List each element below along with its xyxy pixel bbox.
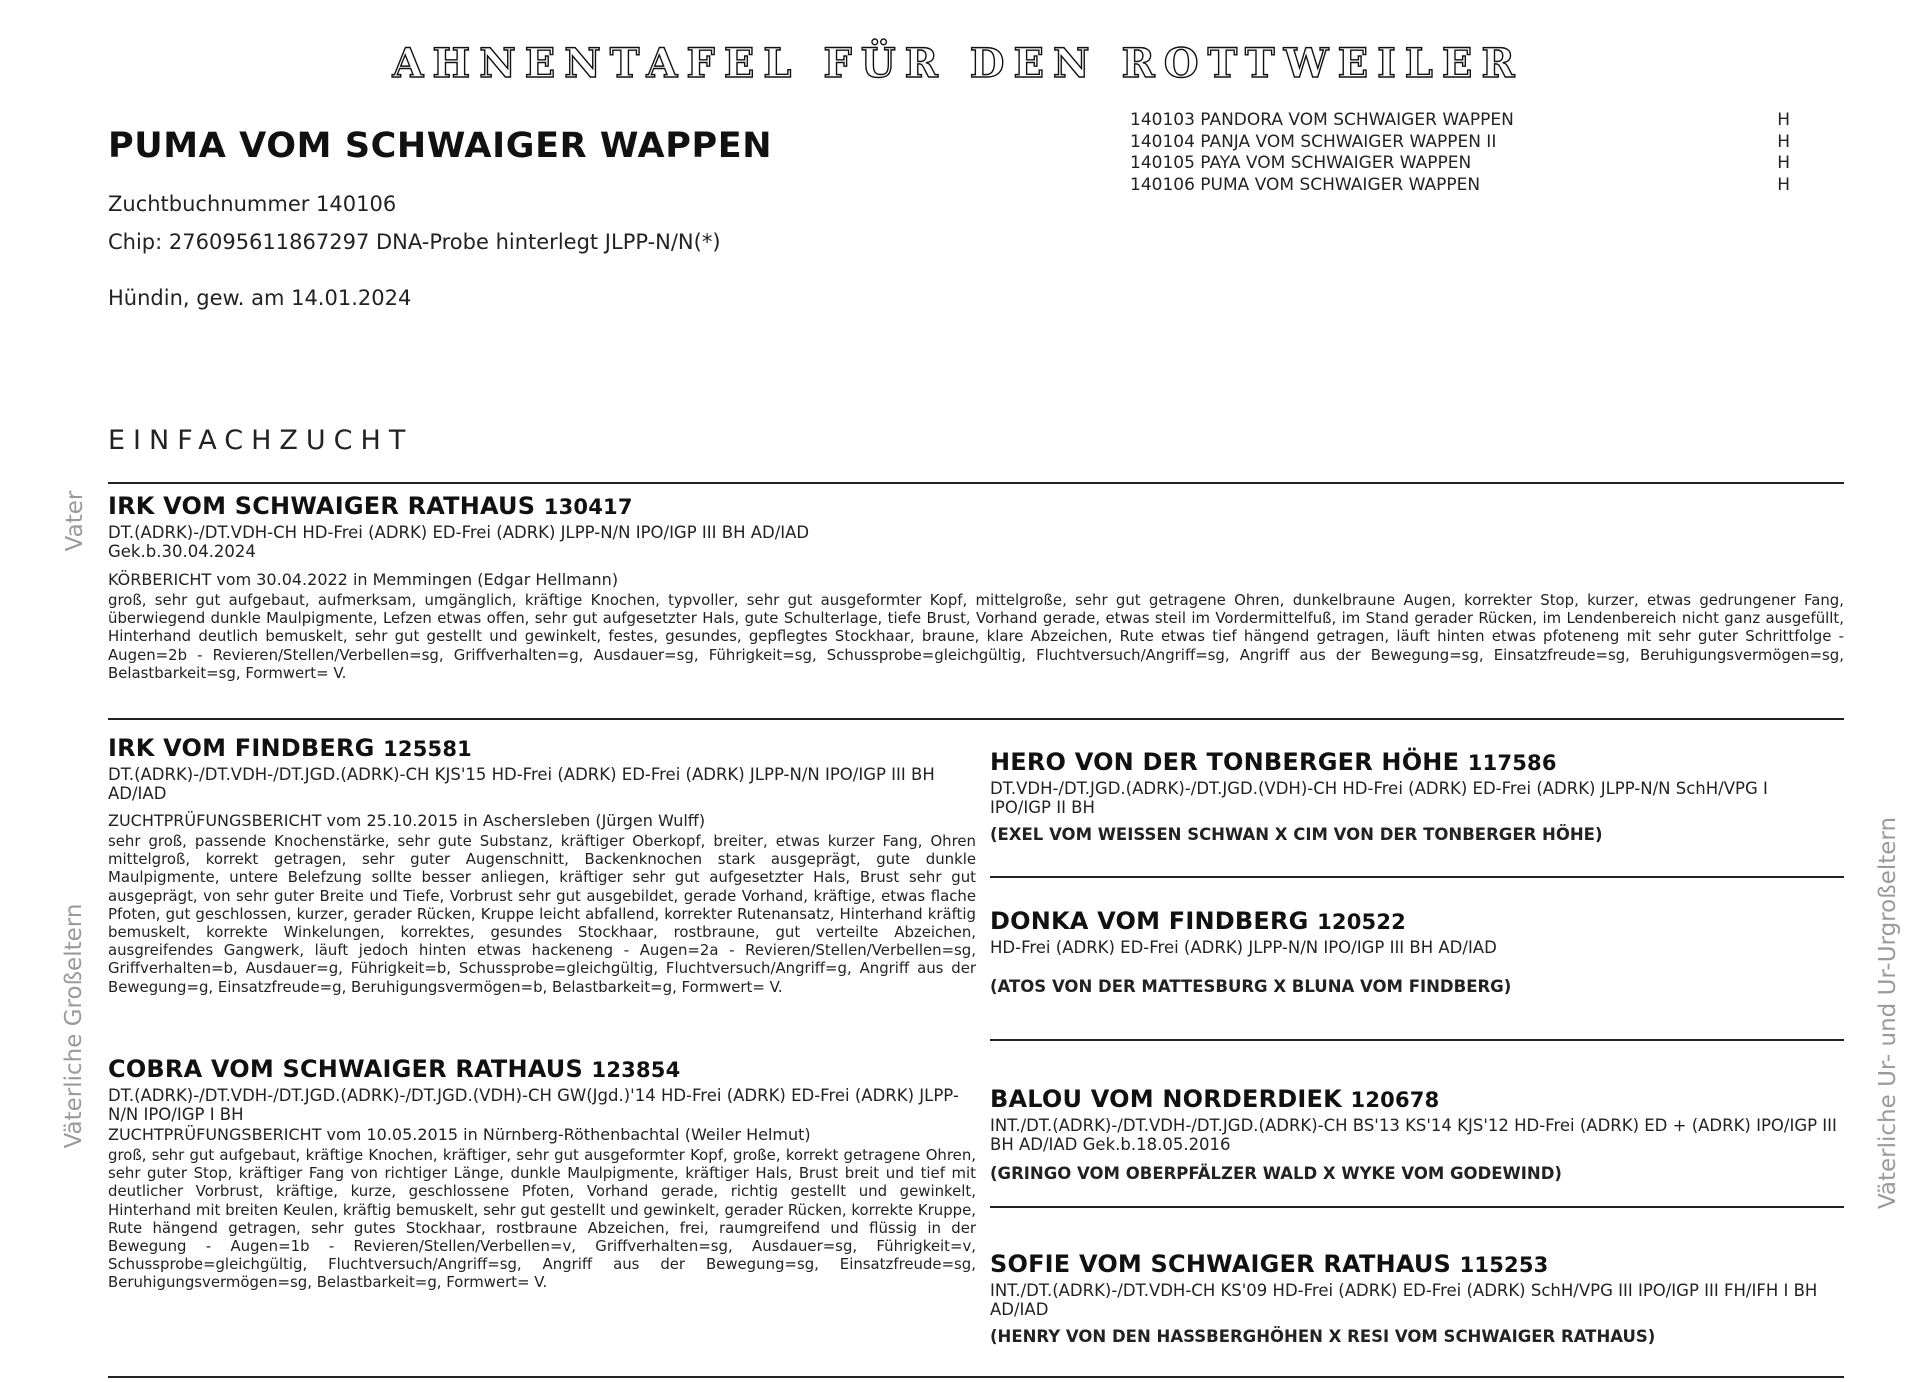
granddam-section	[108, 1055, 976, 1292]
litter-row	[1130, 110, 1790, 132]
litter-row	[1130, 132, 1790, 154]
great-grandparent-parents: (EXEL VOM WEISSEN SCHWAN X CIM VON DER TONBERGER HÖHE)	[990, 825, 1603, 844]
sire-name: IRK VOM SCHWAIGER RATHAUS	[108, 492, 536, 520]
great-grandparent-card	[990, 1085, 1844, 1183]
sire-report: groß, sehr gut aufgebaut, aufmerksam, umgänglich, kräftige Knochen, typvoller, sehr gut ausgeformter Kopf, mittelgroße, sehr gut getragene Ohren, dunkelbraune Augen, korrekter Stop, kurzer, etwas gedrungener Fang, überwiegend dunkle Maulpigmente, Lefzen etwas offen, sehr gut aufgesetzter Hals, gute Schulterlage, tiefe Brust, Vorhand gerade, etwas steil im Vordermittelfuß, im Stand gerader Rücken, im Lendenbereich nicht ganz ausgefüllt, Hinterhand deutlich bemuskelt, sehr gut gestellt und gewinkelt, festes, gesundes, gepflegtes Stockhaar, braune, klare Abzeichen, Rute etwas tief hängend getragen, läuft hinten etwas pfoteneng mit sehr guter Schrittfolge - Augen=2b - Revieren/Stellen/Verbellen=sg, Griffverhalten=g, Ausdauer=sg, Führigkeit=sg, Schussprobe=gleichgültig, Fluchtversuch/Angriff=sg, Angriff aus der Bewegung=sg, Einsatzfreude=sg, Beruhigungsvermögen=sg, Belastbarkeit=sg, Formwert= V.	[108, 591, 1844, 682]
granddam-report-heading: ZUCHTPRÜFUNGSBERICHT vom 10.05.2015 in Nürnberg-Röthenbachtal (Weiler Helmut)	[108, 1125, 811, 1144]
divider	[990, 876, 1844, 878]
granddam-name: COBRA VOM SCHWAIGER RATHAUS	[108, 1055, 583, 1083]
great-grandparent-card	[990, 1250, 1844, 1346]
dog-title	[108, 1055, 976, 1083]
litter-list	[1130, 110, 1790, 196]
granddam-titles: DT.(ADRK)-/DT.VDH-/DT.JGD.(ADRK)-/DT.JGD.(VDH)-CH GW(Jgd.)'14 HD-Frei (ADRK) ED-Frei (ADRK) JLPP-N/N IPO/IGP I BH	[108, 1086, 959, 1124]
litter-row	[1130, 153, 1790, 175]
side-label-paternal-great-grandparents: Väterliche Ur- und Ur-Urgroßeltern	[1875, 816, 1901, 1210]
litter-sex: H	[1777, 131, 1790, 152]
breeding-type: EINFACHZUCHT	[108, 425, 414, 456]
litter-row	[1130, 175, 1790, 197]
great-grandparent-name: HERO VON DER TONBERGER HÖHE	[990, 748, 1460, 776]
dog-title	[990, 1250, 1844, 1278]
litter-name: 140106 PUMA VOM SCHWAIGER WAPPEN	[1130, 174, 1481, 195]
dog-title	[990, 1085, 1844, 1113]
grandsire-reg-number: 125581	[383, 737, 472, 761]
great-grandparent-reg-number: 120678	[1350, 1088, 1440, 1112]
divider	[108, 718, 1844, 720]
great-grandparent-card	[990, 907, 1844, 996]
sire-reg-number: 130417	[543, 495, 633, 519]
sire-titles-extra: Gek.b.30.04.2024	[108, 542, 256, 561]
grandsire-section	[108, 734, 976, 996]
great-grandparent-name: DONKA VOM FINDBERG	[990, 907, 1309, 935]
litter-sex: H	[1777, 174, 1790, 195]
great-grandparent-name: BALOU VOM NORDERDIEK	[990, 1085, 1342, 1113]
great-grandparent-reg-number: 117586	[1467, 751, 1557, 775]
divider	[108, 1376, 1844, 1378]
grandsire-report-heading: ZUCHTPRÜFUNGSBERICHT vom 25.10.2015 in Aschersleben (Jürgen Wulff)	[108, 811, 706, 830]
divider	[990, 1206, 1844, 1208]
dog-title	[108, 492, 1844, 520]
great-grandparent-titles: HD-Frei (ADRK) ED-Frei (ADRK) JLPP-N/N IPO/IGP III BH AD/IAD	[990, 938, 1497, 957]
great-grandparent-reg-number: 115253	[1459, 1253, 1549, 1277]
great-grandparent-titles: INT./DT.(ADRK)-/DT.VDH-/DT.JGD.(ADRK)-CH BS'13 KS'14 KJS'12 HD-Frei (ADRK) ED + (ADRK) IPO/IGP III BH AD/IAD Gek.b.18.05.2016	[990, 1116, 1837, 1154]
side-label-sire: Vater	[62, 490, 88, 552]
divider	[108, 482, 1844, 484]
grandsire-name: IRK VOM FINDBERG	[108, 734, 375, 762]
grandsire-titles: DT.(ADRK)-/DT.VDH-/DT.JGD.(ADRK)-CH KJS'15 HD-Frei (ADRK) ED-Frei (ADRK) JLPP-N/N IPO/IGP III BH AD/IAD	[108, 765, 935, 803]
great-grandparent-reg-number: 120522	[1317, 910, 1406, 934]
great-grandparent-parents: (ATOS VON DER MATTESBURG X BLUNA VOM FINDBERG)	[990, 977, 1512, 996]
grandsire-report: sehr groß, passende Knochenstärke, sehr gute Substanz, kräftiger Oberkopf, breiter, etwas kurzer Fang, Ohren mittelgroß, korrekt getragen, sehr guter Augenschnitt, Backenknochen stark ausgeprägt, gute dunkle Maulpigmente, untere Belefzung sollte besser anliegen, kräftiger sehr gut aufgesetzter Hals, Brust sehr gut ausgeprägt, von sehr guter Breite und Tiefe, Vorbrust sehr gut ausgebildet, gerade Vorhand, kräftige, etwas flache Pfoten, gut geschlossen, kurzer, gerader Rücken, Kruppe leicht abfallend, korrekter Rutenansatz, Hinterhand kräftig bemuskelt, korrekte Winkelungen, korrektes, gesundes Stockhaar, rostbraune, gut verteilte Abzeichen, ausgreifendes Gangwerk, läuft jedoch hinten etwas hackeneng - Augen=2a - Revieren/Stellen/Verbellen=sg, Griffverhalten=b, Ausdauer=g, Führigkeit=b, Schussprobe=gleichgültig, Fluchtversuch/Angriff=g, Angriff aus der Bewegung=g, Einsatzfreude=g, Beruhigungsvermögen=b, Belastbarkeit=g, Formwert= V.	[108, 832, 976, 996]
great-grandparent-parents: (GRINGO VOM OBERPFÄLZER WALD X WYKE VOM GODEWIND)	[990, 1164, 1562, 1183]
side-label-paternal-grandparents: Väterliche Großeltern	[61, 903, 87, 1149]
studbook-number: Zuchtbuchnummer 140106	[108, 192, 397, 216]
granddam-reg-number: 123854	[591, 1058, 681, 1082]
dog-title	[990, 907, 1844, 935]
sire-report-heading: KÖRBERICHT vom 30.04.2022 in Memmingen (Edgar Hellmann)	[108, 570, 619, 589]
granddam-report: groß, sehr gut aufgebaut, kräftige Knochen, kräftiger, sehr gut ausgeformter Kopf, große, korrekt getragene Ohren, sehr guter Stop, kräftiger Fang von richtiger Länge, dunkle Maulpigmente, kräftiger Hals, Brust breit und tief mit deutlicher Vorbrust, kräftige, kurze, geschlossene Pfoten, Vorhand gerade, richtig gestellt und gewinkelt, Hinterhand mit breiten Keulen, kräftig bemuskelt, sehr gut gestellt und gewinkelt, gerader Rücken, korrekte Kruppe, Rute hängend getragen, sehr gutes Stockhaar, rostbraune Abzeichen, frei, raumgreifend und flüssig in der Bewegung - Augen=1b - Revieren/Stellen/Verbellen=v, Griffverhalten=sg, Ausdauer=sg, Führigkeit=v, Schussprobe=gleichgültig, Fluchtversuch/Angriff=sg, Angriff aus der Bewegung=sg, Einsatzfreude=sg, Beruhigungsvermögen=sg, Belastbarkeit=g, Formwert= V.	[108, 1146, 976, 1292]
litter-sex: H	[1777, 110, 1790, 130]
litter-name: 140104 PANJA VOM SCHWAIGER WAPPEN II	[1130, 131, 1497, 152]
great-grandparent-parents: (HENRY VON DEN HASSBERGHÖHEN X RESI VOM SCHWAIGER RATHAUS)	[990, 1327, 1656, 1346]
great-grandparent-name: SOFIE VOM SCHWAIGER RATHAUS	[990, 1250, 1452, 1278]
litter-name: 140103 PANDORA VOM SCHWAIGER WAPPEN	[1130, 110, 1514, 130]
sire-section	[108, 492, 1844, 682]
great-grandparent-titles: DT.VDH-/DT.JGD.(ADRK)-/DT.JGD.(VDH)-CH HD-Frei (ADRK) ED-Frei (ADRK) JLPP-N/N SchH/VPG I IPO/IGP II BH	[990, 779, 1768, 817]
sire-titles: DT.(ADRK)-/DT.VDH-CH HD-Frei (ADRK) ED-Frei (ADRK) JLPP-N/N IPO/IGP III BH AD/IAD	[108, 523, 810, 542]
document-title: AHNENTAFEL FÜR DEN ROTTWEILER	[392, 40, 1524, 87]
great-grandparent-card	[990, 748, 1844, 844]
litter-name: 140105 PAYA VOM SCHWAIGER WAPPEN	[1130, 153, 1472, 173]
dog-title	[990, 748, 1844, 776]
litter-sex: H	[1777, 153, 1790, 173]
great-grandparent-titles: INT./DT.(ADRK)-/DT.VDH-CH KS'09 HD-Frei (ADRK) ED-Frei (ADRK) SchH/VPG III IPO/IGP III FH/IFH I BH AD/IAD	[990, 1281, 1818, 1319]
chip-info: Chip: 276095611867297 DNA-Probe hinterlegt JLPP-N/N(*)	[108, 230, 721, 254]
sex-and-birth-date: Hündin, gew. am 14.01.2024	[108, 286, 412, 310]
divider	[990, 1039, 1844, 1041]
dog-title	[108, 734, 976, 762]
dog-name: PUMA VOM SCHWAIGER WAPPEN	[108, 126, 773, 166]
